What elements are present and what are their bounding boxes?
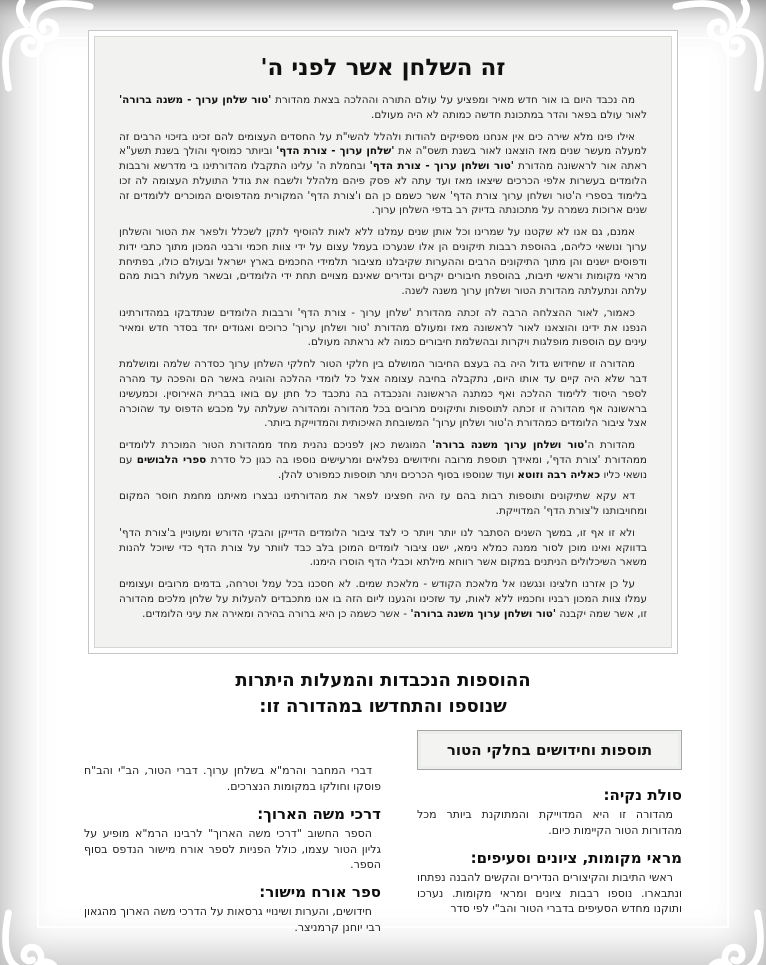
paragraph: מהדורה זו שחידוש גדול היה בה בעצם החיבור המושלם בין חלקי הטור לחלקי השלחן ערוך כסדרה שלמה ומושלמת דבר שלא היה קיים עד אותו היום, נתקבלה בחיבה עצומה אצל כל לומדי ההלכה והוגיה באשר הם והפכה עד מהרה לספר היסוד ללימוד ההלכה ואף כמתנה הראשונה והנכבדה בה נתכבד כל חתן עם בואו בברית האירוסין. וכמעשינו בראשונה אף מהדורה זו זכתה לתוספות ותיקונים מרובים בכל מהדורה ומהדורה שעלתה על מכבש הדפוס עד שהוכרה אצל ציבור הלומדים כמהדורת ה'טור ושלחן ערוך' המשובחת האיכותית והמדוייקת ביותר. — [119, 358, 647, 430]
subsection-text: הספר החשוב "דרכי משה הארוך" לרבינו הרמ"א מופיע על גליון הטור עצמו, כולל הפניות לספר אורח מישור הנדפס בסוף הספר. — [84, 826, 381, 872]
subheading-solet-nekiya: סולת נקיה: — [603, 785, 682, 804]
subsection-text: מהדורה זו היא המדוייקת והמתוקנת ביותר מכל מהדורות הטור הקיימות כיום. — [417, 807, 682, 837]
tur-additions-box-title: תוספות וחידושים בחלקי הטור — [417, 730, 682, 770]
subsection-text: ראשי התיבות והקיצורים הנדירים והקשים להבנה נפתחו ונתבארו. נוספו רבבות ציונים ומראי מקומות. נערכו ותוקנו מחדש הסעיפים בדברי הטור והב"י לפי סדר — [417, 870, 682, 916]
additions-left-column — [84, 763, 381, 941]
additions-heading-line2: שנוספו והתחדשו במהדורה זו: — [259, 695, 507, 717]
page-title: זה השלחן אשר לפני ה' — [260, 55, 506, 81]
additions-right-column — [417, 730, 682, 922]
additions-columns — [84, 730, 682, 941]
paragraph: מהדורת ה'טור ושלחן ערוך משנה ברורה' המוגשת כאן לפניכם נהנית מחד ממהדורת הטור המוכרת ללומדים ממהדורת 'צורת הדף', ומאידך תוספת מרובה וחידושים נפלאים ומרעישים נוספו בה כגון כל סדרת ספרי הלבושים עם נושאי כליו כאליה רבה וזוטא ועוד שנוספו בסוף הכרכים ויתר תוספות כמפורט להלן. — [119, 439, 647, 481]
paragraph: אמנם, גם אנו לא שקטנו על שמרינו וכל אותן שנים עמלנו ללא לאות להוסיף לתקן לשכלל ולפאר את הטור והשלחן ערוך ונושאי כליהם, בהוספת רבבות תיקונים הן אלו שנערכו בעמל עצום על ידי צוות חכמי ורבני המכון מתוך כתבי ידות ודפוסים ישנים והן מתוך התיקונים הרבים וההערות שקיבלנו מציבור תלמידי החכמים בארץ ישראל ובעולם כולו, בפתיחת מראי מקומות וראשי תיבות, בהוספת חיבורים יקרים ונדירים שאינם מצויים תחת ידי הלומדים, ובשאר מעלות רבות מהם עלתה ונתעלתה מהדורת הטור ושלחן ערוך משנה לשנה. — [119, 226, 647, 298]
subheading-marei-mekomot: מראי מקומות, ציונים וסעיפים: — [470, 848, 682, 867]
main-text-panel — [94, 36, 672, 648]
subheading-darkei-moshe: דרכי משה הארוך: — [257, 804, 381, 823]
paragraph: כאמור, לאור ההצלחה הרבה לה זכתה מהדורת 'שלחן ערוך - צורת הדף' ורבבות הלומדים שנתדבקו במהדורתינו הנפנו את ידינו והוצאנו לאור לראשונה מאז ומעולם מהדורת 'טור ושלחן ערוך' כרוכים ואגודים יחד בסדר חדש ומאיר עינים עם הוספות מופלגות ויקרות ובהשלמת חיבורים כמוה לא נראתה מעולם. — [119, 306, 647, 349]
subheading-orach-mishor: ספר אורח מישור: — [259, 883, 381, 902]
paragraph: על כן אזרנו חלצינו ונגשנו אל מלאכת הקודש - מלאכת שמים. לא חסכנו בכל עמל וטרחה, בדמים מרובים ועצומים עמלו צוות המכון רבניו וחכמיו ללא לאות, עד שזכינו והגענו ליום הזה בו אנו מתכבדים להעלות על שלחן מלכים מהדורה זו, אשר שמה יקבנה 'טור ושלחן ערוך משנה ברורה' - אשר כשמה כן היא ברורה בהירה ומאירה את עיני הלומדים. — [119, 578, 647, 620]
paragraph: ולא זו אף זו, במשך השנים הסתבר לנו יותר ויותר כי לצד ציבור הלומדים הדייקן והבקי הדורש ומעוניין ב'צורת הדף' בדווקא ואינו מוכן לסור ממנה כמלא נימא, ישנו ציבור לומדים המוכן בלב כבד לוותר על צורת הדף כדי שיוכל להנות משאר השיכלולים הניתנים במקום אשר רווחא מילתא וכבלי הדף הוסרו הימנו. — [119, 526, 647, 569]
left-column-intro-text: דברי המחבר והרמ"א בשלחן ערוך. דברי הטור, הב"י והב"ח פוסקו וחולקו במקומות הנצרכים. — [84, 763, 381, 793]
additions-heading-line1: ההוספות הנכבדות והמעלות היתרות — [235, 669, 531, 691]
page-content — [0, 30, 766, 940]
subsection-text: חידושים, והערות ושינויי גרסאות על הדרכי משה הארוך מהגאון רבי יוחנן קרמניצר. — [84, 905, 381, 935]
paragraph: מה נכבד היום בו אור חדש מאיר ומפציע על עולם התורה וההלכה בצאת מהדורת 'טור שלחן ערוך - משנה ברורה' לאור עולם בפאר והדר במתכונת חדשה כמותה לא היה מעולם. — [119, 94, 647, 121]
paragraph: דא עקא שתיקונים ותוספות רבות בהם עז היה חפצינו לפאר את מהדורתינו נבצרו מאיתנו מחמת חוסר המקום ומחויבותנו ל'צורת הדף' המדוייקת. — [119, 490, 647, 518]
main-text-frame — [88, 30, 678, 654]
paragraph: אילו פינו מלא שירה כים אין אנחנו מספיקים להודות ולהלל להשי"ת על החסדים העצומים להם זכינו בזיכוי הרבים זה למעלה מעשר שנים מאז הוצאנו לאור בשנת תשס"ה את 'שלחן ערוך - צורת הדף' וביותר כמוסיף והולך בשנת תשע"א ראתה אור לראשונה מהדורת 'טור ושלחן ערוך - צורת הדף' ובחמלת ה' עלינו התקבלו מהדורתינו בי מדרשא ורבבות הלומדים בעשרות אלפי הכרכים שיצאו מאז ועד עתה לא פסק פיהם מלהלל ולשבח את גודל התועלת העצומה לה זכו בלימוד בספרי ה'טור ושלחן ערוך צורת הדף' אשר כשמם כן הם ו'צורת הדף' המקורית מהדפוסים המוכרים ללומדים זה שנים ארוכות נשמרה על מתכונתה בדיוק רב בדפי השלחן ערוך. — [119, 130, 648, 217]
additions-section-heading — [0, 668, 766, 720]
